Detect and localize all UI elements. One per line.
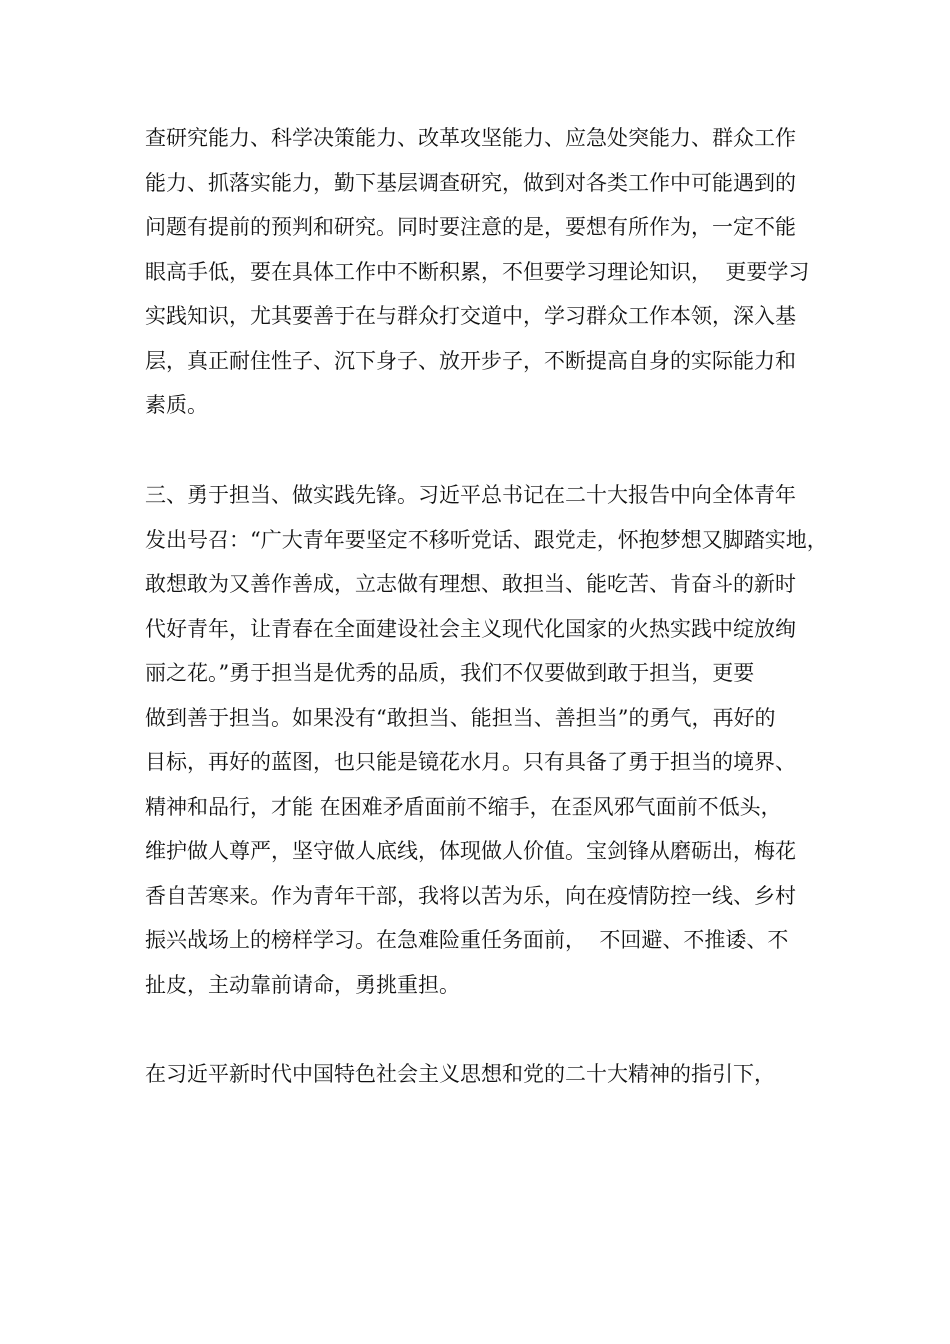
section-heading-line: 三、勇于担当、做实践先锋。习近平总书记在二十大报告中向全体青年 [145,483,796,507]
text-line: 发出号召：“广大青年要坚定不移听党话、跟党走，怀抱梦想又脚踏实地， [145,527,828,552]
text-line: 素质。 [145,393,208,417]
text-line: 代好青年，让青春在全面建设社会主义现代化国家的火热实践中绽放绚 [145,616,796,641]
text-line: 实践知识，尤其要善于在与群众打交道中，学习群众工作本领，深入基 [145,304,796,328]
text-line: 振兴战场上的榜样学习。在急难险重任务面前， 不回避、不推诿、不 [145,928,789,952]
text-line: 维护做人尊严，坚守做人底线，体现做人价值。宝剑锋从磨砺出，梅花 [145,839,796,863]
text-line: 香自苦寒来。作为青年干部，我将以苦为乐，向在疫情防控一线、乡村 [145,883,796,908]
text-line: 丽之花。”勇于担当是优秀的品质，我们不仅要做到敢于担当，更要 [145,661,755,685]
text-line: 眼高手低，要在具体工作中不断积累，不但要学习理论知识， 更要学习 [145,259,810,284]
text-line: 敢想敢为又善作善成，立志做有理想、敢担当、能吃苦、肯奋斗的新时 [145,572,796,596]
text-line: 层，真正耐住性子、沉下身子、放开步子，不断提高自身的实际能力和 [145,348,796,373]
text-line: 精神和品行，才能 在困难矛盾面前不缩手，在歪风邪气面前不低头， [145,794,782,819]
paragraph-closing [145,1052,775,1097]
text-line: 查研究能力、科学决策能力、改革攻坚能力、应急处突能力、群众工作 [145,126,796,150]
text-line: 在习近平新时代中国特色社会主义思想和党的二十大精神的指引下， [145,1062,775,1086]
text-line: 目标，再好的蓝图，也只能是镜花水月。只有具备了勇于担当的境界、 [145,750,796,774]
text-line: 问题有提前的预判和研究。同时要注意的是，要想有所作为，一定不能 [145,215,796,239]
text-line: 做到善于担当。如果没有“敢担当、能担当、善担当”的勇气，再好的 [145,705,776,730]
paragraph-section-three [145,473,828,1007]
paragraph-abilities [145,116,809,428]
text-line: 扯皮，主动靠前请命，勇挑重担。 [145,972,460,997]
text-line: 能力、抓落实能力，勤下基层调查研究，做到对各类工作中可能遇到的 [145,170,796,195]
